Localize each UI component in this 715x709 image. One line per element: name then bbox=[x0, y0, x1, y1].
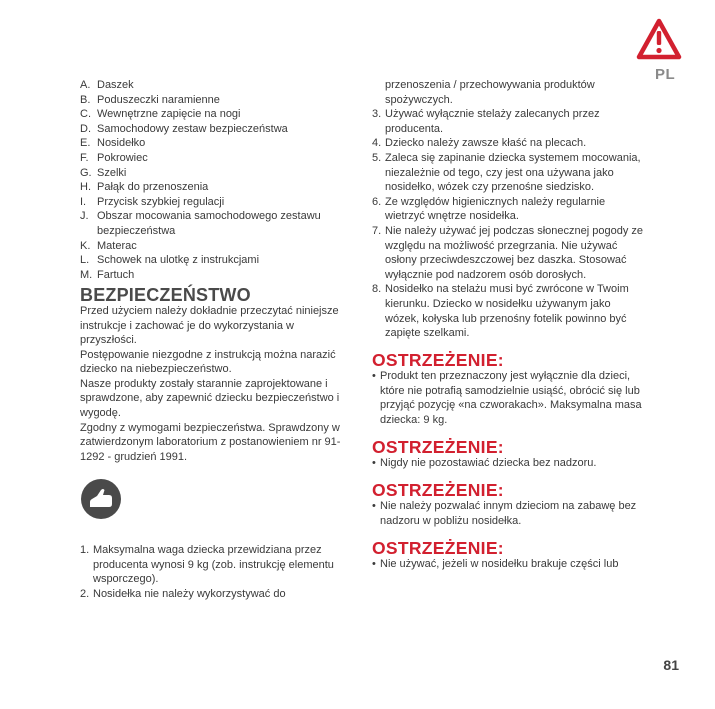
parts-list-item: G. Szelki bbox=[80, 166, 127, 179]
instruction-item: 8. Nosidełko na stelażu musi być zwrócone w Twoim kierunku. Dziecko w nosidełku używanym jako wózek, kołyska lub przenośny fotelik powinno być zapięte szelkami. bbox=[372, 283, 629, 340]
warning-item: • Nie używać, jeżeli w nosidełku brakuje części lub bbox=[372, 558, 619, 571]
warning-triangle-icon bbox=[636, 18, 682, 60]
instruction-item: 1. Maksymalna waga dziecka przewidziana przez producenta wynosi 9 kg (zob. instrukcję elementu wsporczego). bbox=[80, 544, 334, 586]
parts-list-item: C. Wewnętrzne zapięcie na nogi bbox=[80, 108, 241, 121]
parts-list-item: K. Materac bbox=[80, 239, 137, 252]
parts-list-item: F. Pokrowiec bbox=[80, 151, 148, 164]
safety-paragraph: Nasze produkty zostały starannie zaprojektowane i sprawdzone, aby zapewnić dziecku bezpieczeństwo i wygodę. bbox=[80, 377, 340, 420]
language-label: PL bbox=[655, 66, 676, 83]
parts-list-item: L. Schowek na ulotkę z instrukcjami bbox=[80, 254, 260, 267]
warning-item: • Nie należy pozwalać innym dzieciom na zabawę bez nadzoru w pobliżu nosidełka. bbox=[372, 500, 637, 528]
instruction-item: 4. Dziecko należy zawsze kłaść na plecach. bbox=[372, 137, 587, 150]
parts-list-item: D. Samochodowy zestaw bezpieczeństwa bbox=[80, 122, 288, 135]
parts-list-item: M. Fartuch bbox=[80, 268, 135, 281]
instruction-continuation: przenoszenia / przechowywania produktów spożywczych. bbox=[385, 79, 595, 106]
right-column bbox=[372, 78, 647, 572]
parts-list-item: E. Nosidełko bbox=[80, 137, 146, 150]
parts-list-item: I. Przycisk szybkiej regulacji bbox=[80, 195, 225, 208]
parts-list-item: H. Pałąk do przenoszenia bbox=[80, 181, 209, 194]
left-column bbox=[80, 78, 350, 601]
instruction-item: 2. Nosidełka nie należy wykorzystywać do bbox=[80, 587, 286, 600]
safety-heading: BEZPIECZEŃSTWO bbox=[80, 285, 251, 306]
safety-paragraph: Zgodny z wymogami bezpieczeństwa. Sprawdzony w zatwierdzonym laboratorium z postanowieniem nr 91-1292 - grudzień 1991. bbox=[80, 421, 341, 463]
page-number: 81 bbox=[663, 657, 679, 673]
parts-list-item: A. Daszek bbox=[80, 79, 134, 91]
instruction-item: 7. Nie należy używać jej podczas słonecznej pogody ze względu na możliwość przegrzania. Nie używać osłony przeciwdeszczowej bez daszka. Stosować wyłącznie pod nadzorem osób dorosłych. bbox=[372, 224, 644, 281]
safety-paragraph: Przed użyciem należy dokładnie przeczytać niniejsze instrukcje i zachować je do wykorzystania w przyszłości. bbox=[80, 304, 339, 347]
warning-item: • Nigdy nie pozostawiać dziecka bez nadzoru. bbox=[372, 457, 597, 470]
hand-icon bbox=[80, 478, 122, 520]
parts-list-item: B. Poduszeczki naramienne bbox=[80, 93, 220, 106]
safety-paragraph: Postępowanie niezgodne z instrukcją można narazić dziecko na niebezpieczeństwo. bbox=[80, 348, 336, 376]
warning-heading: OSTRZEŻENIE: bbox=[372, 479, 504, 500]
warning-heading: OSTRZEŻENIE: bbox=[372, 537, 504, 558]
warning-item: • Produkt ten przeznaczony jest wyłącznie dla dzieci, które nie potrafią samodzielnie usiąść, obrócić się lub przyjąć pozycję «na czworakach». Maksymalna masa dziecka: 9 kg. bbox=[372, 370, 642, 427]
warning-heading: OSTRZEŻENIE: bbox=[372, 436, 504, 457]
parts-list bbox=[80, 78, 350, 282]
instruction-item: 3. Używać wyłącznie stelaży zalecanych przez producenta. bbox=[372, 108, 600, 135]
instruction-item: 5. Zaleca się zapinanie dziecka systemem mocowania, niezależnie od tego, czy jest ona używana jako nosidełko, wózek czy przenośne siedzisko. bbox=[372, 151, 641, 194]
instruction-item: 6. Ze względów higienicznych należy regularnie wietrzyć wnętrze nosidełka. bbox=[372, 195, 606, 223]
warning-heading: OSTRZEŻENIE: bbox=[372, 349, 504, 370]
parts-list-item: J. Obszar mocowania samochodowego zestawu bezpieczeństwa bbox=[80, 210, 321, 237]
